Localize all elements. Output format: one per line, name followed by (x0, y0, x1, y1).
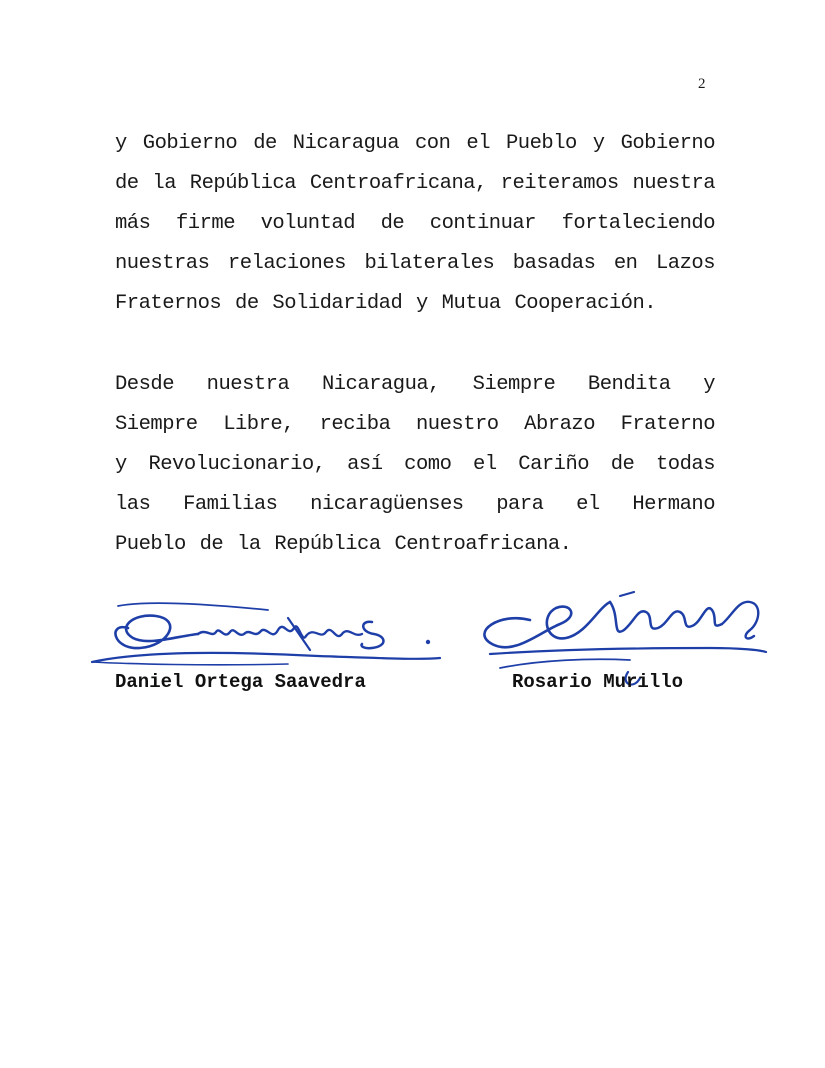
paragraph-line: nuestras relaciones bilaterales basadas en Lazos (115, 252, 715, 275)
paragraph-1 (115, 124, 715, 324)
signature-daniel-ortega (88, 598, 448, 678)
paragraph-2 (115, 365, 715, 565)
paragraph-line: Siempre Libre, reciba nuestro Abrazo Fraterno (115, 413, 715, 436)
paragraph-line: Fraternos de Solidaridad y Mutua Cooperación. (115, 292, 657, 315)
signer-name: Daniel Ortega Saavedra (115, 671, 366, 693)
page-number: 2 (698, 76, 706, 92)
paragraph-line: y Revolucionario, así como el Cariño de todas (115, 453, 715, 476)
paragraph-line: y Gobierno de Nicaragua con el Pueblo y Gobierno (115, 132, 715, 155)
paragraph-line: Pueblo de la República Centroafricana. (115, 533, 572, 556)
signer-name: Rosario Murillo (512, 671, 684, 693)
paragraph-line: más firme voluntad de continuar fortaleciendo (115, 212, 715, 235)
paragraph-line: de la República Centroafricana, reiteramos nuestra (115, 172, 716, 195)
paragraph-line: las Familias nicaragüenses para el Hermano (115, 493, 715, 516)
paragraph-line: Desde nuestra Nicaragua, Siempre Bendita y (115, 373, 715, 396)
